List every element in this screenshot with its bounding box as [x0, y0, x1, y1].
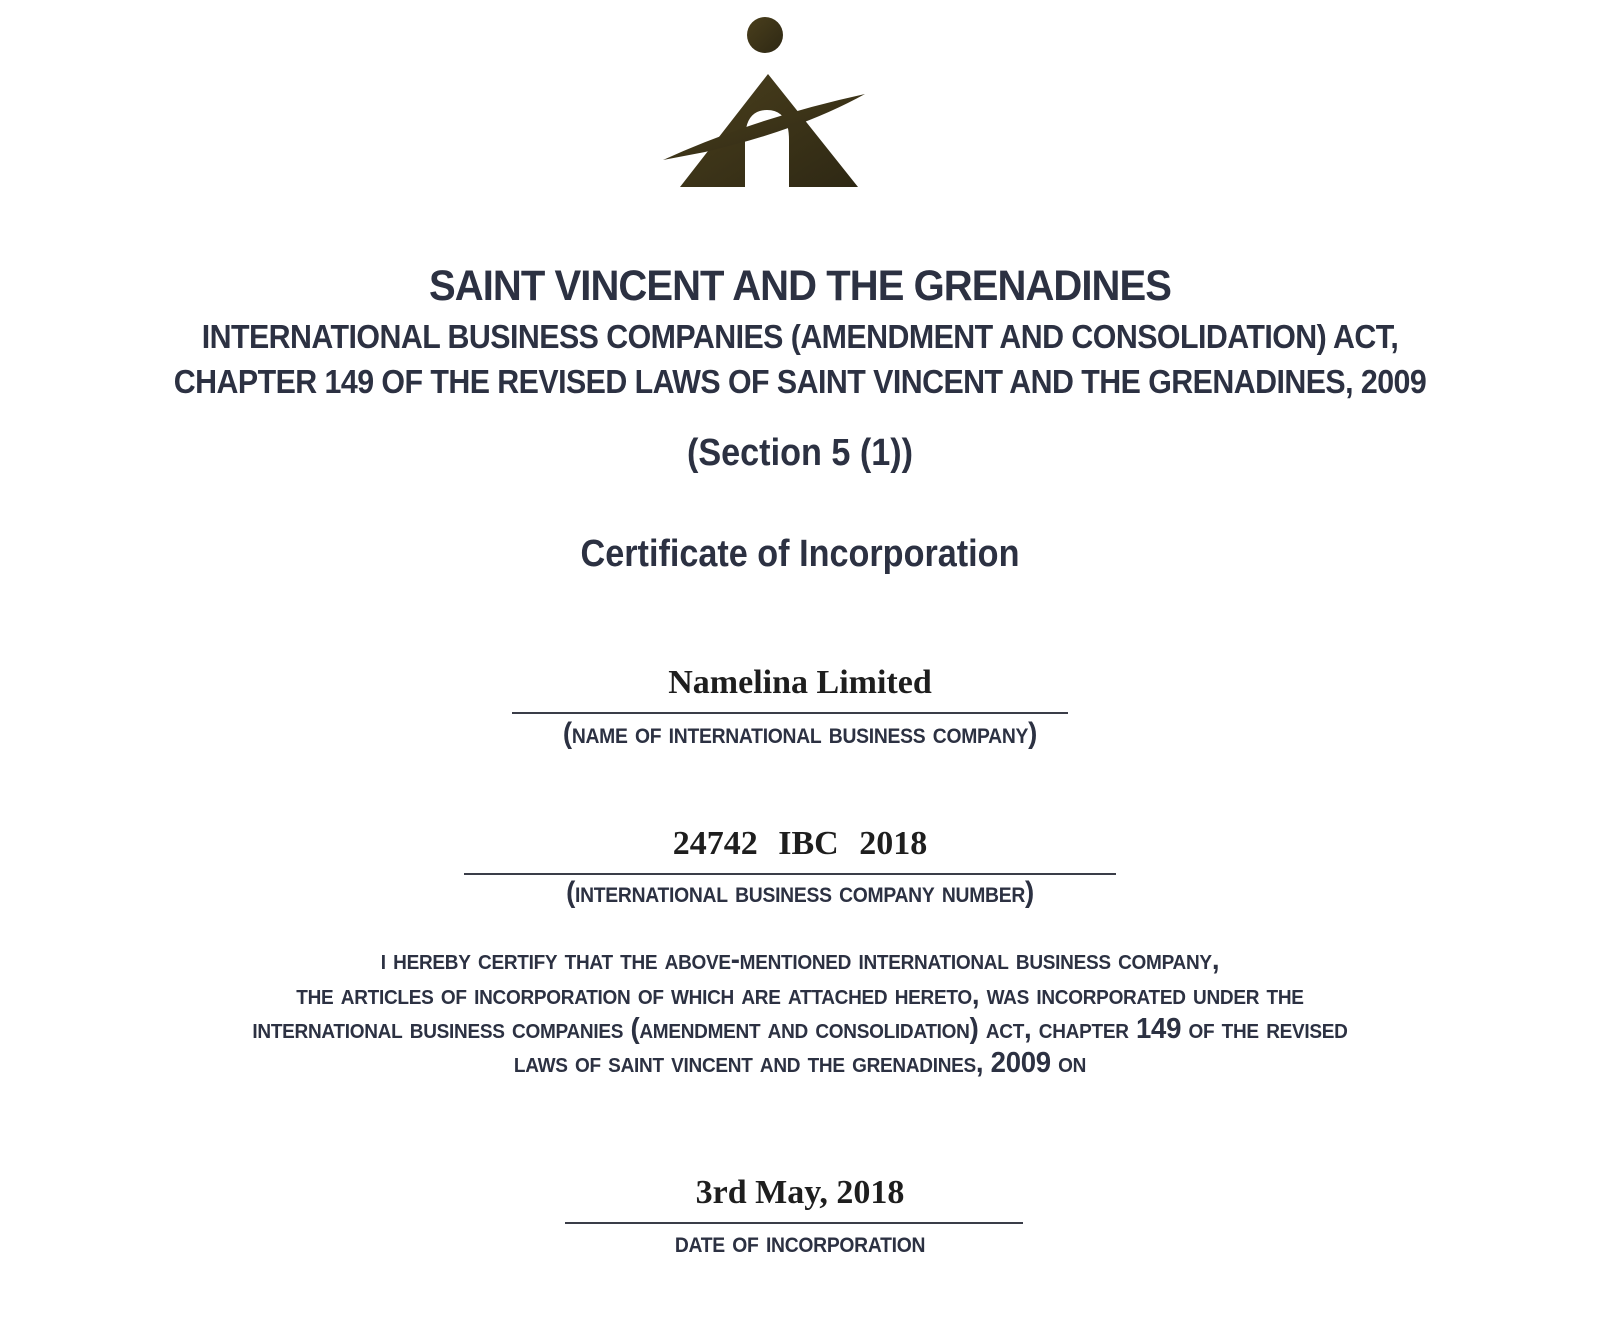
certification-line: the articles of incorporation of which are attached hereto, was incorporated under the	[296, 979, 1304, 1011]
company-name-label: (name of international business company)	[562, 717, 1038, 750]
company-name: Namelina Limited	[668, 664, 932, 701]
incorporation-date-underline	[565, 1222, 1023, 1224]
certification-line: i hereby certify that the above-mentioned international business company,	[380, 944, 1220, 976]
country-title: SAINT VINCENT AND THE GRENADINES	[429, 262, 1171, 310]
certificate-title: Certificate of Incorporation	[580, 533, 1020, 575]
company-number-label: (international business company number)	[566, 876, 1034, 909]
act-title-line-1: INTERNATIONAL BUSINESS COMPANIES (AMENDMENT AND CONSOLIDATION) ACT,	[201, 318, 1399, 355]
company-name-underline	[512, 712, 1068, 714]
incorporation-date-label: date of incorporation	[674, 1226, 926, 1259]
section-reference: (Section 5 (1))	[686, 432, 914, 474]
certification-line: international business companies (amendment and consolidation) act, chapter 149 of the revised	[252, 1013, 1348, 1045]
act-title-line-2: CHAPTER 149 OF THE REVISED LAWS OF SAINT VINCENT AND THE GRENADINES, 2009	[173, 363, 1427, 400]
company-number: 24742 IBC 2018	[672, 825, 928, 862]
svg-emblem-icon	[660, 12, 880, 192]
certification-line: laws of saint vincent and the grenadines, 2009 on	[513, 1047, 1087, 1079]
company-number-underline	[464, 873, 1116, 875]
incorporation-date: 3rd May, 2018	[695, 1174, 905, 1211]
